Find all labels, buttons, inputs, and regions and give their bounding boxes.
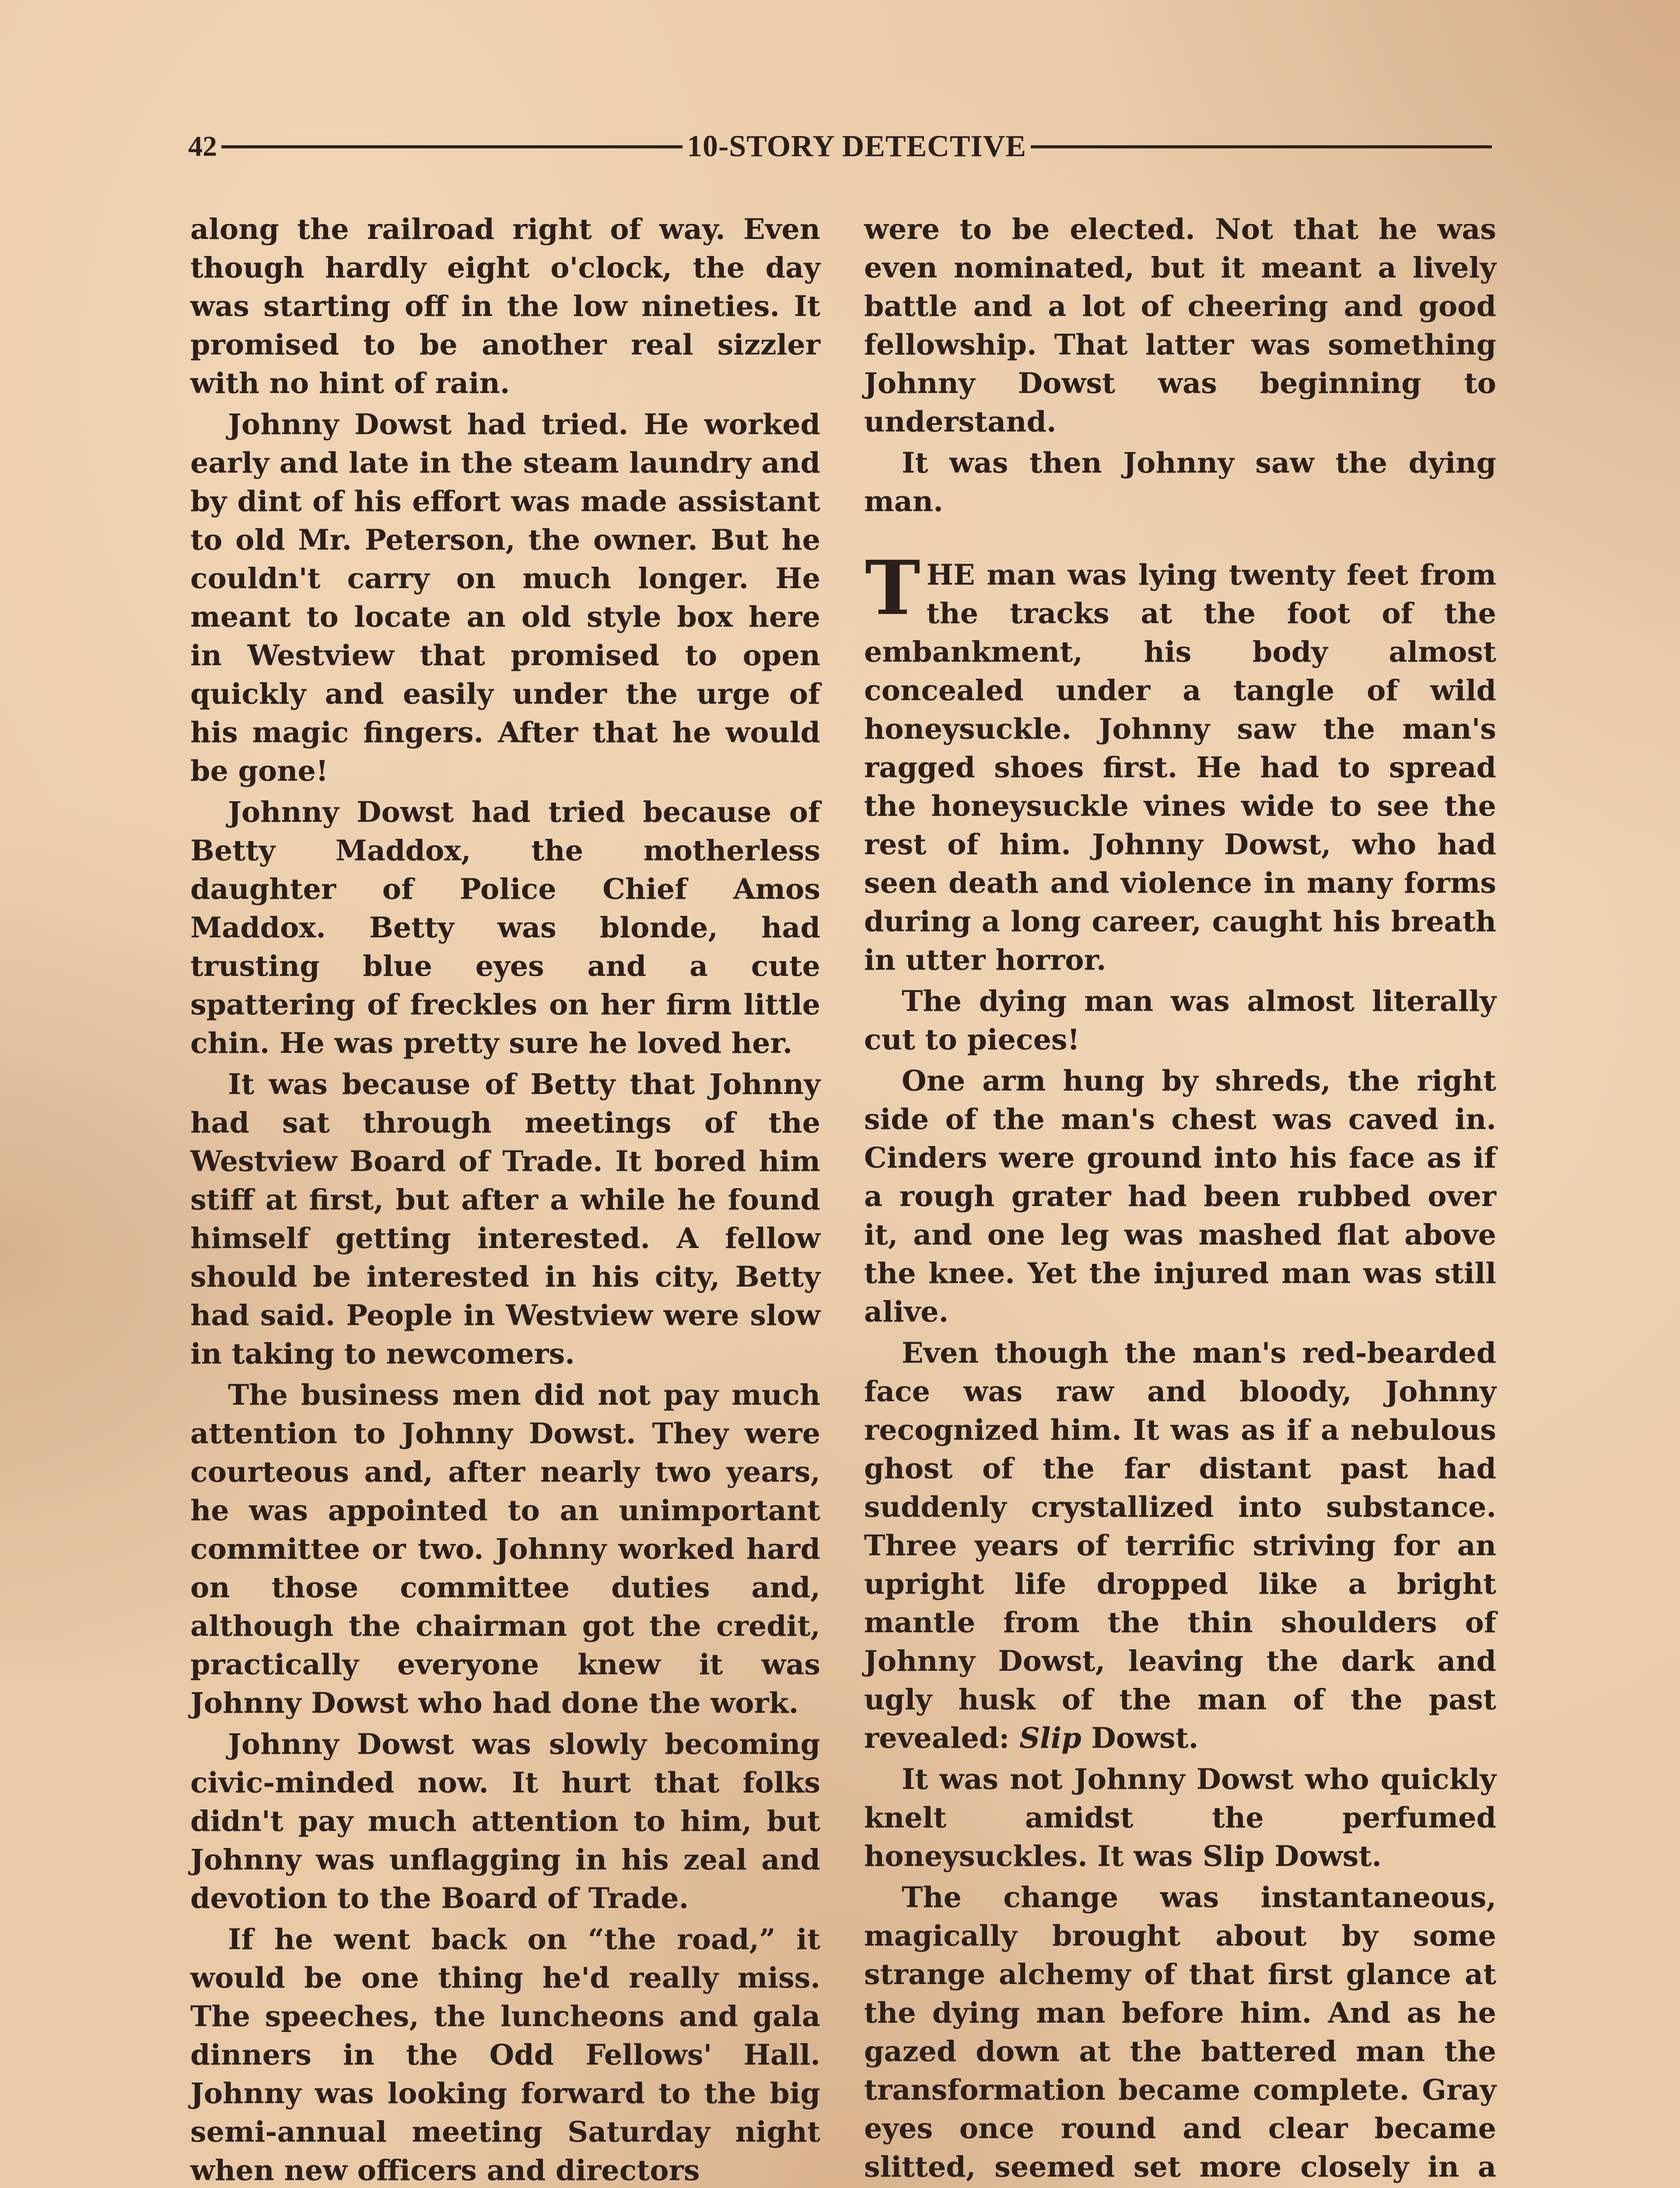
left-paragraph-4: It was because of Betty that Johnny had sat through meetings of the Westview Board of Trade. It bored him stiff at first, but after a while he found himself getting interested. A fellow should be interested in his city, Betty had said. People in Westview were slow in taking to newcomers. (190, 1068, 820, 1371)
left-paragraph-7: If he went back on “the road,” it would be one thing he'd really miss. The speeches, the luncheons and gala dinners in the Odd Fellows' Hall. Johnny was looking forward to the big semi-annual meeting Saturday night when new officers and directors (190, 1923, 820, 2187)
right-paragraph-3 (864, 544, 1496, 979)
left-paragraph-5: The business men did not pay much attention to Johnny Dowst. They were courteous and, after nearly two years, he was appointed to an unimportant committee or two. Johnny worked hard on those committee duties and, although the chairman got the credit, practically everyone knew it was Johnny Dowst who had done the work. (190, 1378, 820, 1720)
magazine-title: 10-STORY DETECTIVE (687, 130, 1027, 163)
left-paragraph-2: Johnny Dowst had tried. He worked early and late in the steam laundry and by dint of his effort was made assistant to old Mr. Peterson, the owner. But he couldn't carry on much longer. He meant to locate an old style box here in Westview that promised to open quickly and easily under the urge of his magic fingers. After that he would be gone! (190, 408, 820, 788)
right-paragraph-4: The dying man was almost literally cut to pieces! (864, 985, 1496, 1056)
left-paragraph-1: along the railroad right of way. Even though hardly eight o'clock, the day was starting off in the low nineties. It promised to be another real sizzler with no hint of rain. (190, 213, 820, 400)
right-paragraph-1: were to be elected. Not that he was even nominated, but it meant a lively battle and a lot of cheering and good fellowship. That latter was something Johnny Dowst was beginning to understand. (864, 213, 1496, 438)
right-paragraph-2: It was then Johnny saw the dying man. (864, 446, 1496, 518)
right-paragraph-6 (864, 1334, 1496, 1757)
right-column (864, 210, 1496, 2188)
drop-cap-letter: T (865, 544, 920, 632)
right-paragraph-6-text: Even though the man's red-bearded face was raw and bloody, Johnny recognized him. It was as if a nebulous ghost of the far distant past had suddenly crystallized into substance. Three years of terrific striving for an upright life dropped like a bright mantle from the thin shoulders of Johnny Dowst, leaving the dark and ugly husk of the man of the past revealed: (864, 1336, 1496, 1755)
header-rule-right (1031, 145, 1492, 148)
header-rule-left (221, 145, 682, 148)
right-paragraph-6-end: Dowst. (1081, 1722, 1199, 1755)
left-paragraph-6: Johnny Dowst was slowly becoming civic-minded now. It hurt that folks didn't pay much attention to him, but Johnny was unflagging in his zeal and devotion to the Board of Trade. (190, 1728, 820, 1915)
right-paragraph-8: The change was instantaneous, magically brought about by some strange alchemy of that first glance at the dying man before him. And as he gazed down at the battered man the transformation became complete. Gray eyes once round and clear became slitted, seemed set more closely in a (864, 1881, 1496, 2184)
right-paragraph-5: One arm hung by shreds, the right side of the man's chest was caved in. Cinders were ground into his face as if a rough grater had been rubbed over it, and one leg was mashed flat above the knee. Yet the injured man was still alive. (864, 1064, 1496, 1329)
italic-slip: Slip (1019, 1722, 1082, 1755)
left-paragraph-3: Johnny Dowst had tried because of Betty Maddox, the motherless daughter of Police Chief Amos Maddox. Betty was blonde, had trusting blue eyes and a cute spattering of freckles on her firm little chin. He was pretty sure he loved her. (190, 796, 820, 1060)
right-paragraph-3-text: HE man was lying twenty feet from the tracks at the foot of the embankment, his body almost concealed under a tangle of wild honeysuckle. Johnny saw the man's ragged shoes first. He had to spread the honeysuckle vines wide to see the rest of him. Johnny Dowst, who had seen death and violence in many forms during a long career, caught his breath in utter horror. (864, 558, 1496, 977)
right-paragraph-7: It was not Johnny Dowst who quickly knelt amidst the perfumed honeysuckles. It was Slip Dowst. (864, 1763, 1496, 1873)
left-column (190, 210, 820, 2188)
page-header (188, 127, 1496, 166)
page-number: 42 (188, 130, 217, 162)
